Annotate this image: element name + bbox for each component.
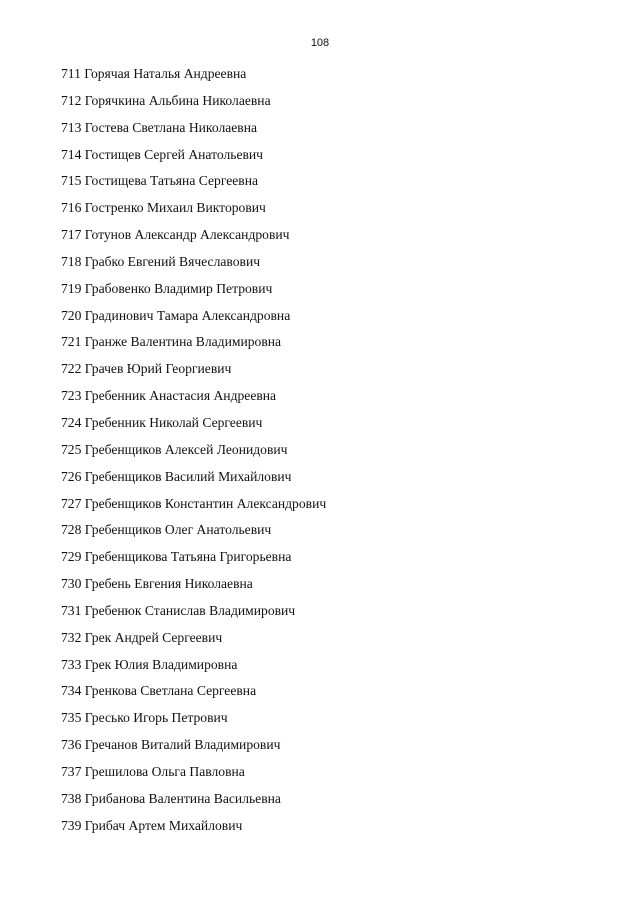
list-item: 715 Гостищева Татьяна Сергеевна	[61, 173, 259, 189]
list-item: 739 Грибач Артем Михайлович	[61, 817, 243, 833]
list-item: 725 Гребенщиков Алексей Леонидович	[61, 441, 288, 457]
list-item: 729 Гребенщикова Татьяна Григорьевна	[61, 549, 292, 565]
list-item: 724 Гребенник Николай Сергеевич	[61, 414, 263, 430]
list-item: 716 Гостренко Михаил Викторович	[61, 200, 266, 216]
list-item: 721 Гранже Валентина Владимировна	[61, 334, 282, 350]
list-item: 722 Грачев Юрий Георгиевич	[61, 361, 232, 377]
list-item: 738 Грибанова Валентина Васильевна	[61, 790, 281, 806]
list-item: 718 Грабко Евгений Вячеславович	[61, 253, 261, 269]
list-item: 733 Грек Юлия Владимировна	[61, 656, 238, 672]
list-item: 735 Гресько Игорь Петрович	[61, 710, 228, 726]
list-item: 734 Гренкова Светлана Сергеевна	[61, 683, 257, 699]
list-item: 727 Гребенщиков Константин Александрович	[61, 495, 327, 511]
list-item: 736 Гречанов Виталий Владимирович	[61, 737, 281, 753]
page-number: 108	[310, 37, 330, 49]
list-item: 719 Грабовенко Владимир Петрович	[61, 280, 273, 296]
list-item: 737 Грешилова Ольга Павловна	[61, 763, 245, 779]
list-item: 730 Гребень Евгения Николаевна	[61, 576, 253, 592]
list-item: 713 Гостева Светлана Николаевна	[61, 119, 258, 135]
list-item: 720 Градинович Тамара Александровна	[61, 307, 291, 323]
list-item: 712 Горячкина Альбина Николаевна	[61, 92, 271, 108]
list-item: 728 Гребенщиков Олег Анатольевич	[61, 522, 272, 538]
list-item: 714 Гостищев Сергей Анатольевич	[61, 146, 264, 162]
name-list	[61, 64, 326, 842]
list-item: 723 Гребенник Анастасия Андреевна	[61, 388, 277, 404]
list-item: 717 Готунов Александр Александрович	[61, 227, 290, 243]
list-item: 726 Гребенщиков Василий Михайлович	[61, 468, 292, 484]
list-item: 731 Гребенюк Станислав Владимирович	[61, 602, 296, 618]
list-item: 732 Грек Андрей Сергеевич	[61, 629, 223, 645]
list-item: 711 Горячая Наталья Андреевна	[61, 66, 247, 81]
